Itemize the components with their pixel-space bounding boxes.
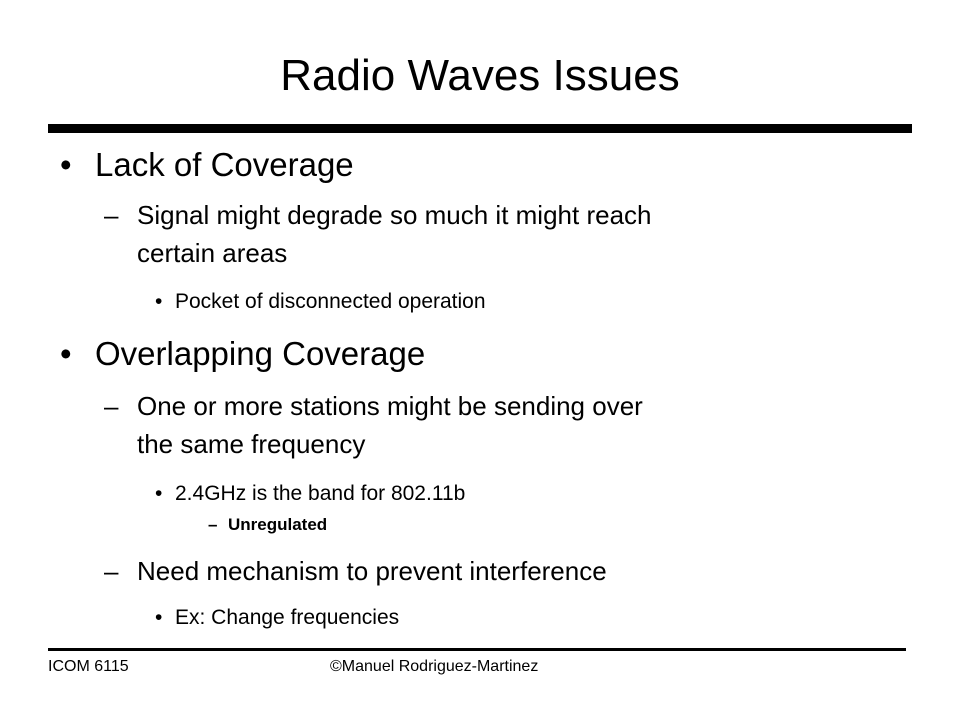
bullet-marker: •: [155, 606, 163, 629]
footer-author: ©Manuel Rodriguez-Martinez: [330, 658, 539, 675]
sub-sub-bullet-pocket: Pocket of disconnected operation: [175, 290, 486, 313]
sub-bullet-stations-line1: One or more stations might be sending over: [137, 391, 643, 421]
bullet-lack-of-coverage: Lack of Coverage: [95, 146, 354, 183]
footer-divider: [48, 648, 906, 651]
bullet-marker: •: [60, 146, 72, 183]
bullet-marker: •: [155, 290, 163, 313]
sub-sub-bullet-band: 2.4GHz is the band for 802.11b: [175, 482, 466, 505]
sub-bullet-need-mechanism: Need mechanism to prevent interference: [137, 556, 607, 586]
title-divider: [48, 124, 912, 133]
dash-marker: –: [104, 391, 119, 421]
bullet-marker: •: [155, 482, 163, 505]
dash-marker: –: [104, 556, 119, 586]
bullet-marker: •: [60, 335, 72, 372]
sub-sub-bullet-change-freq: Ex: Change frequencies: [175, 606, 400, 629]
slide-title: Radio Waves Issues: [280, 51, 680, 100]
dash-marker: –: [208, 515, 218, 534]
footer-course: ICOM 6115: [48, 658, 129, 675]
dash-marker: –: [104, 200, 119, 230]
sub-bullet-signal-degrade-line2: certain areas: [137, 238, 288, 268]
sub-bullet-signal-degrade-line1: Signal might degrade so much it might reach: [137, 200, 652, 230]
level4-unregulated: Unregulated: [228, 515, 328, 534]
sub-bullet-stations-line2: the same frequency: [137, 429, 366, 459]
bullet-overlapping-coverage: Overlapping Coverage: [95, 335, 426, 372]
